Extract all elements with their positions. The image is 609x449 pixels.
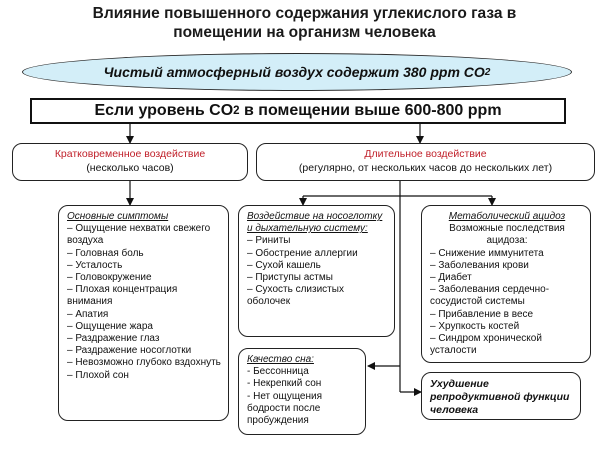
respiratory-header: Воздействие на носоглотку и дыхательную систему: <box>247 211 383 235</box>
respiratory-item: – Приступы астмы <box>247 272 333 284</box>
symptom-item: – Головокружение <box>67 272 152 284</box>
symptom-item: – Ощущение нехватки свежего воздуха <box>67 223 211 247</box>
clean-air-text: Чистый атмосферный воздух содержит 380 ppm CO <box>103 64 485 80</box>
sleep-item: - Некрепкий сон <box>247 378 322 390</box>
short-term-subtitle: (несколько часов) <box>86 162 174 174</box>
respiratory-item: – Риниты <box>247 235 291 247</box>
symptom-item: – Плохая концентрация внимания <box>67 284 178 308</box>
banner-text-before: Если уровень CO <box>94 102 234 119</box>
short-term-box <box>12 143 248 181</box>
banner-sub: 2 <box>233 105 240 117</box>
metabolic-item: – Прибавление в весе <box>430 308 534 320</box>
metabolic-item: – Диабет <box>430 272 472 284</box>
symptoms-box <box>58 205 229 421</box>
symptom-item: – Раздражение глаз <box>67 333 160 345</box>
symptom-item: – Плохой сон <box>67 369 129 381</box>
metabolic-item: – Заболевания крови <box>430 259 529 271</box>
title-line-2: помещении на организм человека <box>173 24 436 41</box>
symptom-item: – Невозможно глубоко вздохнуть <box>67 357 221 369</box>
symptom-item: – Усталость <box>67 259 123 271</box>
metabolic-subheader: Возможные последствия ацидоза: <box>449 223 565 247</box>
reproductive-box <box>421 372 581 420</box>
short-term-title: Кратковременное воздействие <box>54 148 206 160</box>
metabolic-item: – Синдром хронической усталости <box>430 333 542 357</box>
metabolic-box <box>421 205 591 363</box>
long-term-subtitle: (регулярно, от нескольких часов до нескольких лет) <box>298 162 553 174</box>
clean-air-sub: 2 <box>484 66 491 78</box>
reproductive-text: Ухудшение репродуктивной функции человека <box>430 378 570 416</box>
respiratory-box <box>238 205 395 337</box>
co2-level-banner <box>30 98 566 124</box>
long-term-title: Длительное воздействие <box>364 148 487 160</box>
symptom-item: – Раздражение носоглотки <box>67 345 192 357</box>
metabolic-item: – Заболевания сердечно-сосудистой системы <box>430 284 550 308</box>
metabolic-item: – Снижение иммунитета <box>430 247 544 259</box>
respiratory-item: – Сухость слизистых оболочек <box>247 284 344 308</box>
sleep-header: Качество сна: <box>247 354 314 365</box>
symptom-item: – Апатия <box>67 308 109 320</box>
sleep-item: - Бессонница <box>247 366 309 378</box>
clean-air-ellipse <box>22 53 572 91</box>
long-term-box <box>256 143 595 181</box>
metabolic-header: Метаболический ацидоз <box>448 211 566 222</box>
symptom-item: – Головная боль <box>67 247 144 259</box>
respiratory-item: – Сухой кашель <box>247 259 321 271</box>
respiratory-item: – Обострение аллергии <box>247 247 358 259</box>
metabolic-item: – Хрупкость костей <box>430 320 520 332</box>
sleep-box <box>238 348 366 435</box>
sleep-item: - Нет ощущения бодрости после пробуждения <box>247 390 323 427</box>
symptoms-header: Основные симптомы <box>67 211 169 222</box>
banner-text-after: в помещении выше 600-800 ppm <box>239 102 502 119</box>
symptom-item: – Ощущение жара <box>67 320 153 332</box>
title-line-1: Влияние повышенного содержания углекислого газа в <box>92 5 517 22</box>
